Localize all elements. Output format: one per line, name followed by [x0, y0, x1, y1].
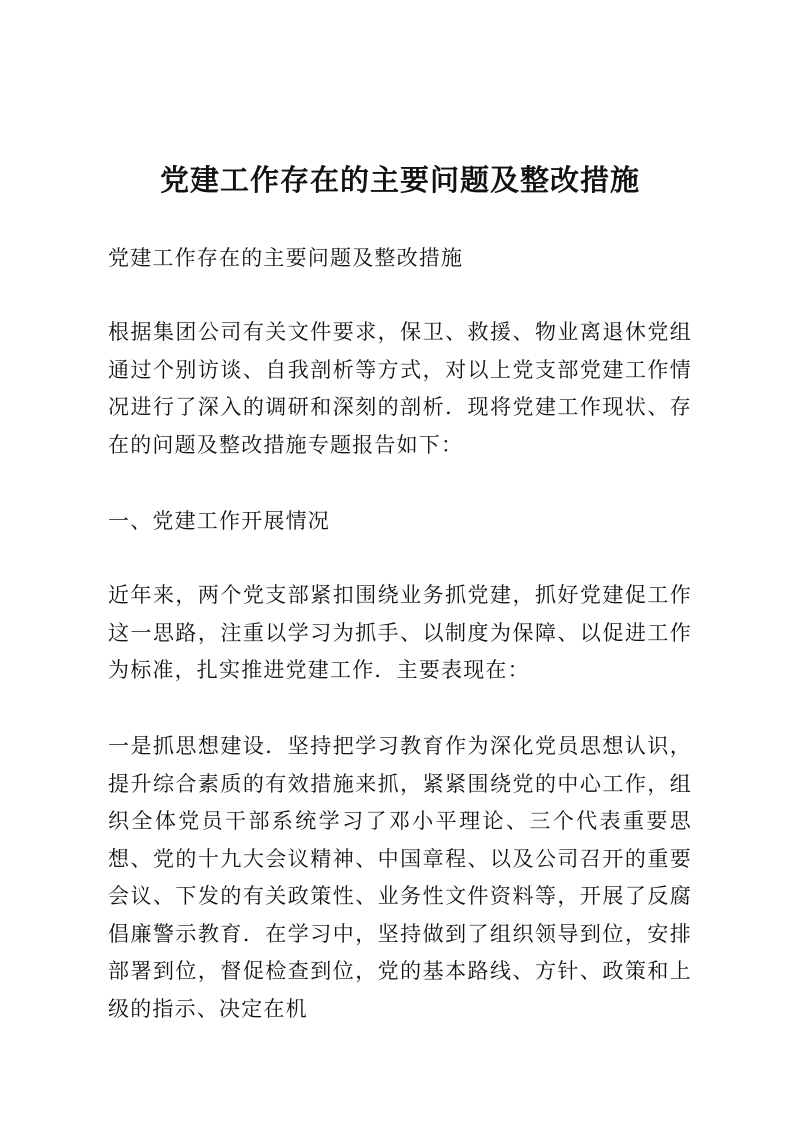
section-heading: 一、党建工作开展情况: [108, 509, 330, 533]
intro-paragraph: 根据集团公司有关文件要求，保卫、救援、物业离退休党组通过个别访谈、自我剖析等方式，对以上党支部党建工作情况进行了深入的调研和深刻的剖析．现将党建工作现状、存在的问题及整改措施专题报告如下：: [108, 320, 692, 457]
body-paragraph: 一是抓思想建设．坚持把学习教育作为深化党员思想认识，提升综合素质的有效措施来抓，紧紧围绕党的中心工作，组织全体党员干部系统学习了邓小平理论、三个代表重要思想、党的十九大会议精神、中国章程、以及公司召开的重要会议、下发的有关政策性、业务性文件资料等，开展了反腐倡廉警示教育．在学习中，坚持做到了组织领导到位，安排部署到位，督促检查到位，党的基本路线、方针、政策和上级的指示、决定在机: [108, 734, 692, 1021]
body-paragraph: 近年来，两个党支部紧扣围绕业务抓党建，抓好党建促工作这一思路，注重以学习为抓手、以制度为保障、以促进工作为标准，扎实推进党建工作．主要表现在：: [108, 583, 692, 682]
document-title: 党建工作存在的主要问题及整改措施: [159, 163, 640, 197]
subtitle-paragraph: 党建工作存在的主要问题及整改措施: [108, 246, 464, 270]
